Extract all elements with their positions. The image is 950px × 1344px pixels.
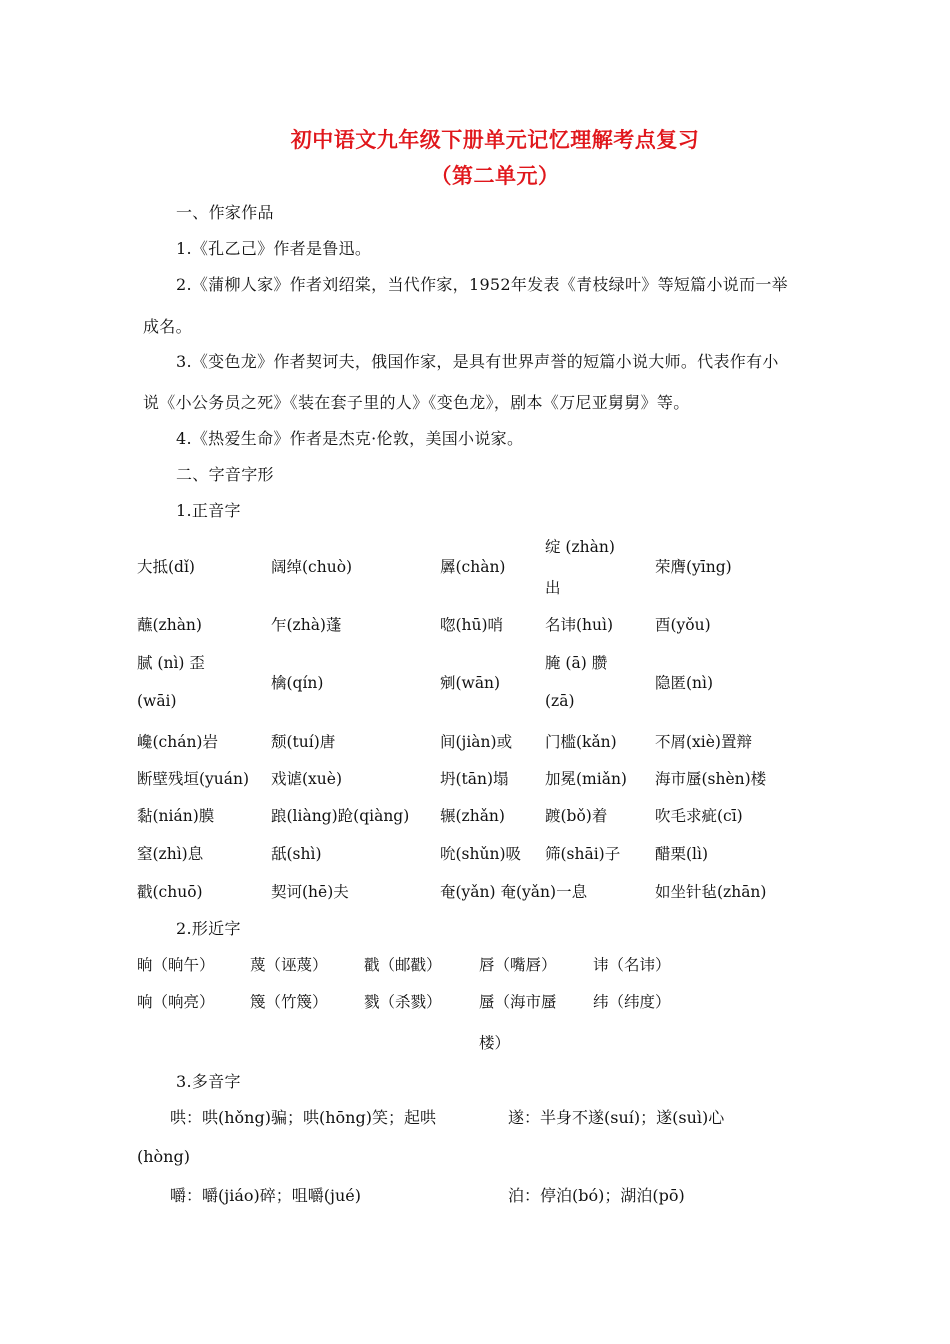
pronunciation-cell-wrap: 出 (545, 579, 561, 597)
subheading-similar-characters: 2.形近字 (176, 919, 241, 938)
pronunciation-cell: 间(jiàn)或 (440, 733, 513, 751)
pronunciation-cell: 唿(hū)哨 (440, 616, 504, 634)
author-item-2-cont: 成名。 (143, 317, 192, 336)
pronunciation-cell-wrap: (wāi) (137, 692, 177, 710)
polyphonic-bo-line: 泊：停泊(bó)；湖泊(pō) (508, 1186, 685, 1205)
pronunciation-cell: 蘸(zhàn) (137, 616, 202, 634)
pronunciation-cell: 名讳(huì) (545, 616, 614, 634)
similar-character-cell: 讳（名讳） (593, 956, 671, 974)
pronunciation-cell: 戳(chuō) (137, 883, 203, 901)
pronunciation-cell: 不屑(xiè)置辩 (655, 733, 752, 751)
pronunciation-cell: 醋栗(lì) (655, 845, 709, 863)
author-item-2: 2.《蒲柳人家》作者刘绍棠，当代作家，1952年发表《青枝绿叶》等短篇小说而一举 (176, 275, 788, 294)
polyphonic-sui-line: 遂：半身不遂(suí)；遂(suì)心 (508, 1108, 725, 1127)
similar-character-cell: 戮（杀戮） (364, 993, 442, 1011)
pronunciation-cell: 腻 (nì) 歪 (137, 654, 205, 672)
pronunciation-cell: 加冕(miǎn) (545, 770, 627, 788)
pronunciation-cell: 契诃(hē)夫 (271, 883, 349, 901)
pronunciation-cell: 断壁残垣(yuán) (137, 770, 250, 788)
pronunciation-cell: 坍(tān)塌 (440, 770, 509, 788)
pronunciation-cell: 筛(shāi)子 (545, 845, 621, 863)
document-title: 初中语文九年级下册单元记忆理解考点复习 (290, 127, 700, 152)
polyphonic-hong-line: 哄：哄(hǒng)骗；哄(hōng)笑；起哄 (170, 1108, 436, 1127)
pronunciation-cell: 舐(shì) (271, 845, 322, 863)
polyphonic-jue-line: 嚼：嚼(jiáo)碎；咀嚼(jué) (170, 1186, 361, 1205)
pronunciation-cell: 踉(liàng)跄(qiàng) (271, 807, 410, 825)
pronunciation-cell: 黏(nián)膜 (137, 807, 215, 825)
pronunciation-cell: 大抵(dǐ) (137, 558, 195, 576)
pronunciation-cell: 巉(chán)岩 (137, 733, 218, 751)
similar-character-cell: 唇（嘴唇） (479, 956, 557, 974)
similar-character-cell-wrap: 楼） (479, 1034, 511, 1052)
section-heading-authors: 一、作家作品 (176, 203, 274, 222)
pronunciation-cell: 腌 (ā) 臜 (545, 654, 608, 672)
subheading-pronunciation: 1.正音字 (176, 501, 241, 520)
pronunciation-cell: 踱(bǒ)着 (545, 807, 608, 825)
pronunciation-cell: 窒(zhì)息 (137, 845, 204, 863)
similar-character-cell: 纬（纬度） (593, 993, 671, 1011)
pronunciation-cell: 酉(yǒu) (655, 616, 711, 634)
pronunciation-cell: 绽 (zhàn) (545, 538, 615, 556)
pronunciation-cell: 阔绰(chuò) (271, 558, 353, 576)
subheading-polyphonic: 3.多音字 (176, 1072, 241, 1091)
similar-character-cell: 戳（邮戳） (364, 956, 442, 974)
similar-character-cell: 篾（竹篾） (250, 993, 328, 1011)
document-subtitle: （第二单元） (430, 163, 560, 188)
pronunciation-cell: 门槛(kǎn) (545, 733, 617, 751)
pronunciation-cell: 剜(wān) (440, 674, 501, 692)
pronunciation-cell: 奄(yǎn) 奄(yǎn)一息 (440, 883, 588, 901)
pronunciation-cell: 海市蜃(shèn)楼 (655, 770, 767, 788)
similar-character-cell: 晌（晌午） (137, 956, 215, 974)
pronunciation-cell-wrap: (zā) (545, 692, 575, 710)
similar-character-cell: 响（响亮） (137, 993, 215, 1011)
pronunciation-cell: 羼(chàn) (440, 558, 506, 576)
pronunciation-cell: 颓(tuí)唐 (271, 733, 336, 751)
pronunciation-cell: 辗(zhǎn) (440, 807, 505, 825)
pronunciation-cell: 乍(zhà)蓬 (271, 616, 342, 634)
pronunciation-cell: 荣膺(yīng) (655, 558, 732, 576)
author-item-3: 3.《变色龙》作者契诃夫，俄国作家，是具有世界声誉的短篇小说大师。代表作有小 (176, 352, 779, 371)
pronunciation-cell: 隐匿(nì) (655, 674, 714, 692)
pronunciation-cell: 戏谑(xuè) (271, 770, 342, 788)
author-item-4: 4.《热爱生命》作者是杰克·伦敦，美国小说家。 (176, 429, 524, 448)
similar-character-cell: 蔑（诬蔑） (250, 956, 328, 974)
polyphonic-hong-wrap: (hòng) (137, 1147, 190, 1166)
pronunciation-cell: 如坐针毡(zhān) (655, 883, 767, 901)
similar-character-cell: 蜃（海市蜃 (479, 993, 557, 1011)
pronunciation-cell: 吮(shǔn)吸 (440, 845, 521, 863)
author-item-1: 1.《孔乙己》作者是鲁迅。 (176, 239, 372, 258)
pronunciation-cell: 檎(qín) (271, 674, 324, 692)
section-heading-characters: 二、字音字形 (176, 465, 274, 484)
pronunciation-cell: 吹毛求疵(cī) (655, 807, 743, 825)
author-item-3-cont: 说《小公务员之死》《装在套子里的人》《变色龙》，剧本《万尼亚舅舅》等。 (143, 393, 690, 412)
